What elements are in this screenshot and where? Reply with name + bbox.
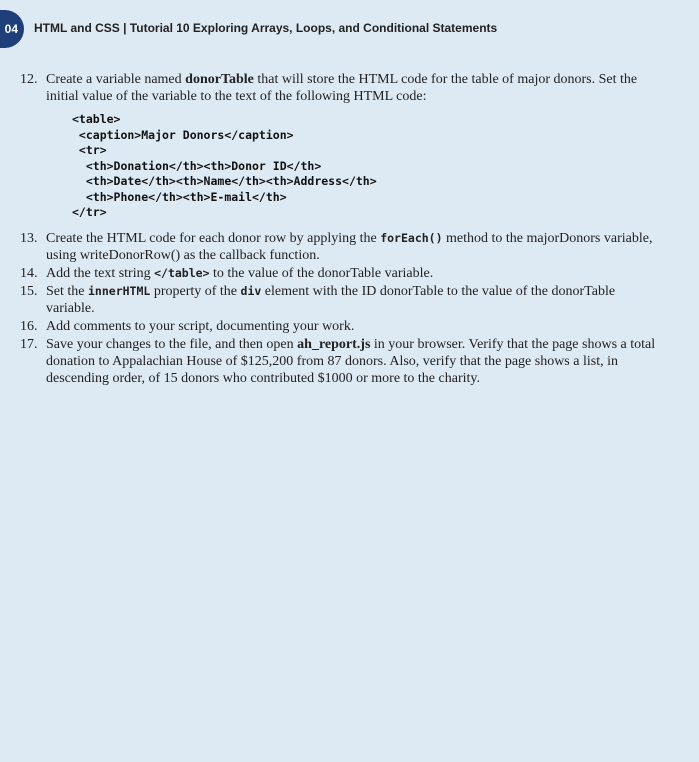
step-13 (20, 230, 660, 264)
step-code: div (240, 283, 262, 298)
step-number: 14. (20, 265, 38, 281)
step-text (46, 336, 660, 387)
code-block (72, 112, 660, 221)
code-line: </tr> (72, 205, 107, 219)
step-text (46, 71, 660, 229)
step-text-part: element with the ID donorTable to the value of the donorTable variable. (46, 283, 616, 316)
step-text (46, 265, 660, 282)
step-text-part: Add comments to your script, documenting your work. (46, 318, 355, 334)
running-header: HTML and CSS | Tutorial 10 Exploring Arrays, Loops, and Conditional Statements (34, 21, 498, 35)
step-text (46, 318, 660, 335)
code-line: <tr> (72, 143, 107, 157)
code-line: <th>Date</th><th>Name</th><th>Address</th> (72, 174, 377, 188)
step-number: 15. (20, 283, 38, 299)
page-number: 04 (4, 22, 18, 36)
code-line: <table> (72, 112, 121, 126)
step-14 (20, 265, 660, 282)
code-line: <th>Phone</th><th>E-mail</th> (72, 189, 287, 204)
step-code: forEach() (380, 230, 443, 245)
step-number: 12. (20, 72, 38, 87)
step-keyword: donorTable (185, 72, 254, 87)
step-text-part: that will store the HTML code for the table of major donors. Set the initial value of the variable to the text of the following HTML code: (46, 72, 638, 104)
step-text-part: property of the (150, 283, 241, 299)
step-17 (20, 336, 660, 387)
step-text-part: Create the HTML code for each donor row by applying the (46, 230, 381, 246)
step-text-part: Create a variable named (46, 72, 186, 87)
step-15 (20, 283, 660, 317)
step-code: </table> (154, 265, 210, 280)
page-number-badge (0, 10, 24, 48)
step-text-part: method to the majorDonors variable, using writeDonorRow() as the callback function. (46, 230, 653, 263)
step-text-part: in your browser. Verify that the page shows a total donation to Appalachian House of $125,200 from 87 donors. Also, verify that the page shows a list, in descending order, of 15 donors who contributed $1000 or more to the charity. (46, 336, 656, 386)
step-text (46, 230, 660, 264)
step-text-part: Save your changes to the file, and then open (46, 336, 298, 352)
step-keyword: ah_report.js (297, 336, 371, 352)
step-number: 13. (20, 230, 38, 246)
step-text-part: Set the (46, 283, 88, 299)
code-line: <th>Donation</th><th>Donor ID</th> (72, 158, 322, 173)
step-text (46, 283, 660, 317)
step-text-part: Add the text string (46, 265, 155, 281)
instruction-list (20, 71, 660, 388)
code-line: <caption>Major Donors</caption> (72, 127, 294, 142)
step-number: 16. (20, 318, 38, 334)
step-code: innerHTML (88, 283, 151, 298)
step-text-part: to the value of the donorTable variable. (209, 265, 434, 281)
step-12 (20, 71, 660, 229)
step-16 (20, 318, 660, 335)
step-number: 17. (20, 336, 38, 352)
